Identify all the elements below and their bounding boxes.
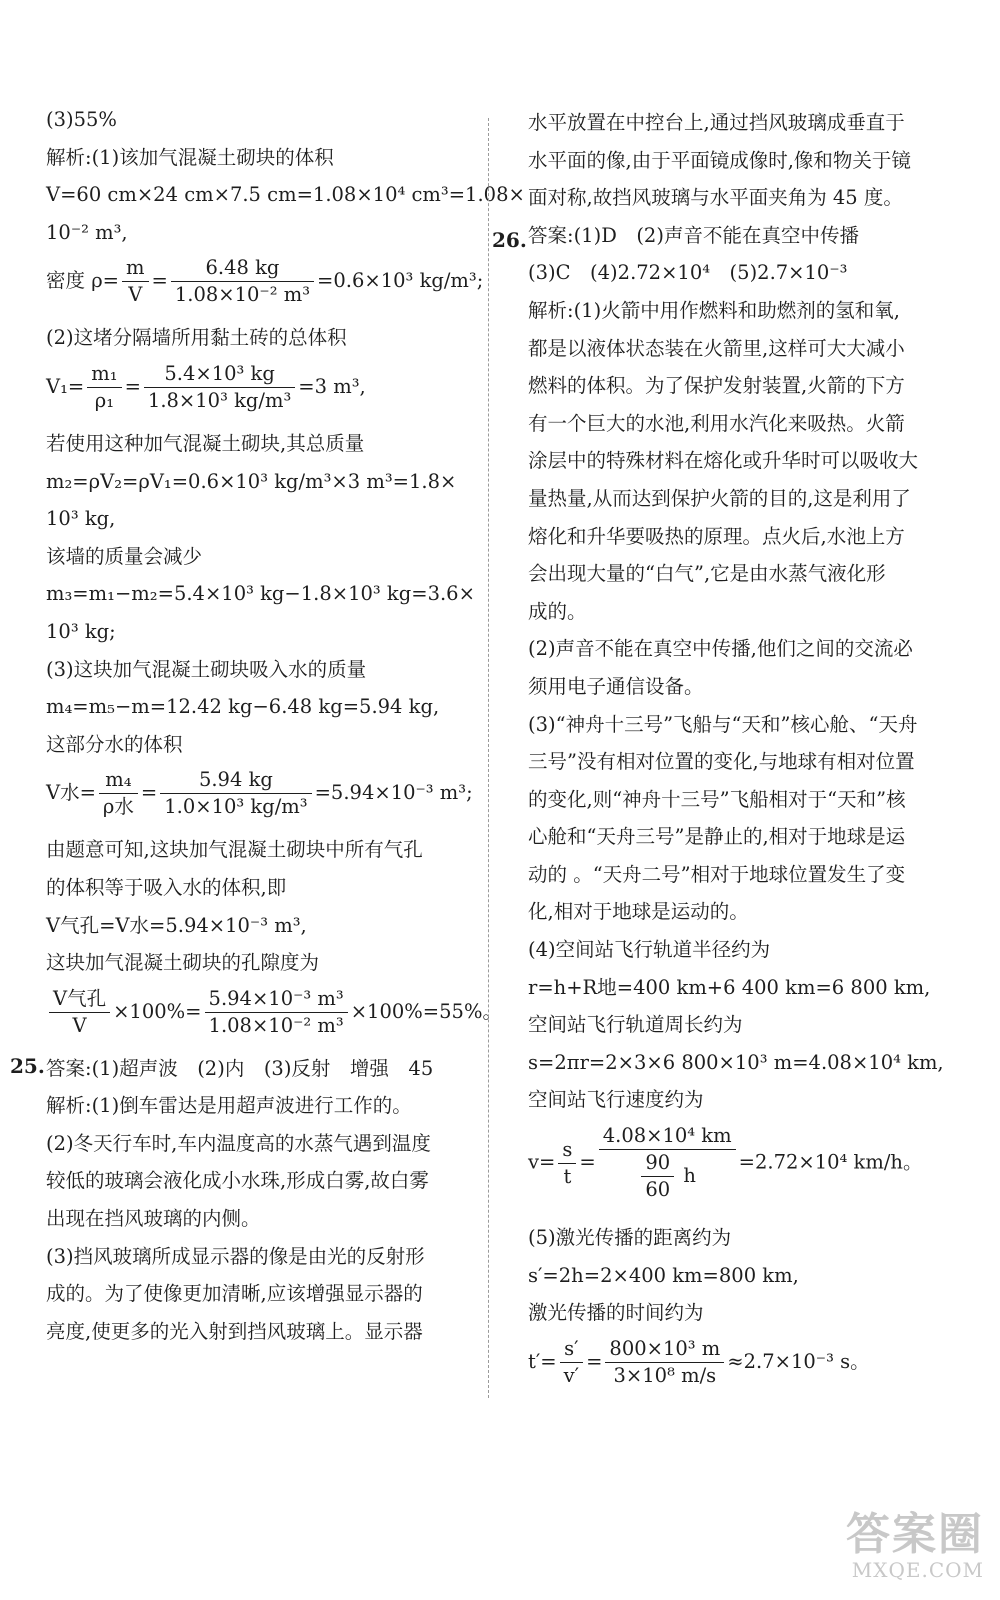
text-line: 动的 。“天舟二号”相对于地球位置发生了变	[528, 862, 906, 886]
text-line: m₄=m₅−m=12.42 kg−6.48 kg=5.94 kg,	[46, 695, 440, 719]
text-line: V气孔=V水=5.94×10⁻³ m³,	[46, 913, 307, 937]
text-line: 的体积等于吸入水的体积,即	[46, 875, 287, 899]
text-line: (3)C (4)2.72×10⁴ (5)2.7×10⁻³	[528, 261, 848, 285]
fraction: $\frac{m}{V}$	[122, 255, 149, 308]
text-line: m₂=ρV₂=ρV₁=0.6×10³ kg/m³×3 m³=1.8×	[46, 469, 457, 493]
text-line: 10⁻² m³,	[46, 220, 128, 244]
text-line: 须用电子通信设备。	[528, 674, 704, 698]
fraction: $\frac{5.94 kg}{\text{1.0×10³ kg/m³}}$	[160, 767, 311, 820]
fraction: $\frac{\text{m₁}}{\text{ρ₁}}$	[87, 361, 121, 414]
fraction: $\frac{s}{t}$	[558, 1137, 576, 1190]
text-line: (4)空间站飞行轨道半径约为	[528, 938, 771, 962]
question-number-25: 25.	[10, 1054, 45, 1078]
site-watermark	[804, 1509, 984, 1590]
text-line: 成的。	[528, 599, 587, 623]
text-line: 有一个巨大的水池,利用水汽化来吸热。火箭	[528, 411, 905, 435]
text-line: 水平放置在中控台上,通过挡风玻璃成垂直于	[528, 111, 905, 134]
water-volume-formula: V水= $\frac{\text{m₄}}{\text{ρ水}}$ = $\frac{5.94 kg}{\text{1.0×10³ kg/m³}}$ =5.94×10⁻³ m³;	[46, 768, 473, 819]
text-line: (2)这堵分隔墙所用黏土砖的总体积	[46, 326, 347, 350]
text-line: 这部分水的体积	[46, 732, 183, 756]
text-line: (2)冬天行车时,车内温度高的水蒸气遇到温度	[46, 1131, 431, 1155]
text-line: (3)55%	[46, 108, 117, 131]
text-line: 由题意可知,这块加气混凝土砌块中所有气孔	[46, 838, 423, 862]
column-divider	[488, 118, 489, 1398]
text-line: 解析:(1)火箭中用作燃料和助燃剂的氢和氧,	[528, 298, 900, 322]
time-formula: t′= $\frac{s'}{v'}$ = $\frac{\text{800×10³ m}}{\text{3×10⁸ m/s}}$ ≈2.7×10⁻³ s。	[528, 1336, 870, 1387]
fraction: $\frac{\text{5.94×10⁻³ m³}}{\text{1.08×10⁻² m³}}$	[205, 986, 348, 1039]
watermark-logo: 答案圈	[846, 1509, 984, 1560]
text-line: s′=2h=2×400 km=800 km,	[528, 1263, 799, 1287]
text-line: 出现在挡风玻璃的内侧。	[46, 1207, 261, 1231]
watermark-url: MXQE.COM	[851, 1558, 984, 1582]
text-line: (5)激光传播的距离约为	[528, 1226, 732, 1250]
text-line: 较低的玻璃会液化成小水珠,形成白雾,故白雾	[46, 1169, 429, 1193]
text-line: 成的。为了使像更加清晰,应该增强显示器的	[46, 1282, 423, 1306]
text-line: 心舱和“天舟三号”是静止的,相对于地球是运	[528, 825, 906, 849]
text-line: (2)声音不能在真空中传播,他们之间的交流必	[528, 637, 913, 661]
fraction: $\frac{\text{5.4×10³ kg}}{\text{1.8×10³ kg/m³}}$	[144, 361, 295, 414]
text-line: (3)这块加气混凝土砌块吸入水的质量	[46, 657, 367, 681]
text-line: 涂层中的特殊材料在熔化或升华时可以吸收大	[528, 449, 919, 473]
text-line: 面对称,故挡风玻璃与水平面夹角为 45 度。	[528, 186, 903, 210]
text-line: 都是以液体状态装在火箭里,这样可大大减小	[528, 336, 905, 360]
text-line: V=60 cm×24 cm×7.5 cm=1.08×10⁴ cm³=1.08×	[46, 183, 525, 207]
text-line: 解析:(1)倒车雷达是用超声波进行工作的。	[46, 1094, 412, 1118]
text-line: 亮度,使更多的光入射到挡风玻璃上。显示器	[46, 1319, 423, 1343]
text-line: r=h+R地=400 km+6 400 km=6 800 km,	[528, 975, 931, 999]
q25-answer: 答案:(1)超声波 (2)内 (3)反射 增强 45	[46, 1056, 434, 1080]
fraction: $\frac{\text{m₄}}{\text{ρ水}}$	[99, 767, 138, 820]
text-line: 激光传播的时间约为	[528, 1301, 704, 1325]
text-line: 熔化和升华要吸热的原理。点火后,水池上方	[528, 524, 905, 548]
fraction: $\frac{\text{V气孔}}{V}$	[49, 986, 110, 1039]
text-line: 该墙的质量会减少	[46, 544, 203, 568]
fraction: $\frac{90}{60}$	[641, 1150, 674, 1203]
text-line: 燃料的体积。为了保护发射装置,火箭的下方	[528, 374, 905, 398]
fraction: $\frac{s'}{v'}$	[560, 1336, 583, 1389]
text-line: m₃=m₁−m₂=5.4×10³ kg−1.8×10³ kg=3.6×	[46, 582, 475, 606]
right-column	[528, 108, 968, 1404]
text-line: 水平面的像,由于平面镜成像时,像和物关于镜	[528, 148, 911, 172]
text-line: 会出现大量的“白气”,它是由水蒸气液化形	[528, 562, 886, 586]
volume-formula: V₁= $\frac{\text{m₁}}{\text{ρ₁}}$ = $\frac{\text{5.4×10³ kg}}{\text{1.8×10³ kg/m³}}$ =3 m³,	[46, 361, 366, 412]
text-line: 化,相对于地球是运动的。	[528, 900, 749, 924]
fraction: $\frac{6.48 kg}{\text{1.08×10⁻² m³}}$	[171, 255, 314, 308]
text-line: s=2πr=2×3×6 800×10³ m=4.08×10⁴ km,	[528, 1050, 944, 1074]
text-line: 若使用这种加气混凝土砌块,其总质量	[46, 431, 365, 455]
text-line: 空间站飞行轨道周长约为	[528, 1013, 743, 1037]
text-line: 的变化,则“神舟十三号”飞船相对于“天和”核	[528, 787, 906, 811]
porosity-formula: $\frac{\text{V气孔}}{V}$ ×100%= $\frac{\text{5.94×10⁻³ m³}}{\text{1.08×10⁻² m³}}$ ×100%=55%。	[46, 986, 474, 1044]
text-line: 空间站飞行速度约为	[528, 1088, 704, 1112]
fraction: $\frac{\text{800×10³ m}}{\text{3×10⁸ m/s}}$	[605, 1336, 724, 1389]
q26-answer: 答案:(1)D (2)声音不能在真空中传播	[528, 223, 859, 247]
text-line: 10³ kg;	[46, 619, 116, 643]
text-line: 三号”没有相对位置的变化,与地球有相对位置	[528, 750, 915, 774]
text-line: (3)“神舟十三号”飞船与“天和”核心舱、“天舟	[528, 712, 918, 736]
fraction: 4.08×10⁴ km $\frac{90}{60}$ h	[599, 1123, 736, 1203]
text-line: 解析:(1)该加气混凝土砌块的体积	[46, 145, 334, 169]
density-formula: 密度 ρ= $\frac{m}{V}$ = $\frac{6.48 kg}{\text{1.08×10⁻² m³}}$ =0.6×10³ kg/m³;	[46, 256, 484, 307]
text-line: 这块加气混凝土砌块的孔隙度为	[46, 951, 320, 975]
speed-formula: v= $\frac{s}{t}$ = 4.08×10⁴ km $\frac{90}{60}$ h =2.72×10⁴ km/h。	[528, 1124, 923, 1202]
text-line: 10³ kg,	[46, 507, 116, 531]
text-line: (3)挡风玻璃所成显示器的像是由光的反射形	[46, 1244, 425, 1268]
text-line: 量热量,从而达到保护火箭的目的,这是利用了	[528, 486, 911, 510]
question-number-26: 26.	[492, 228, 527, 252]
